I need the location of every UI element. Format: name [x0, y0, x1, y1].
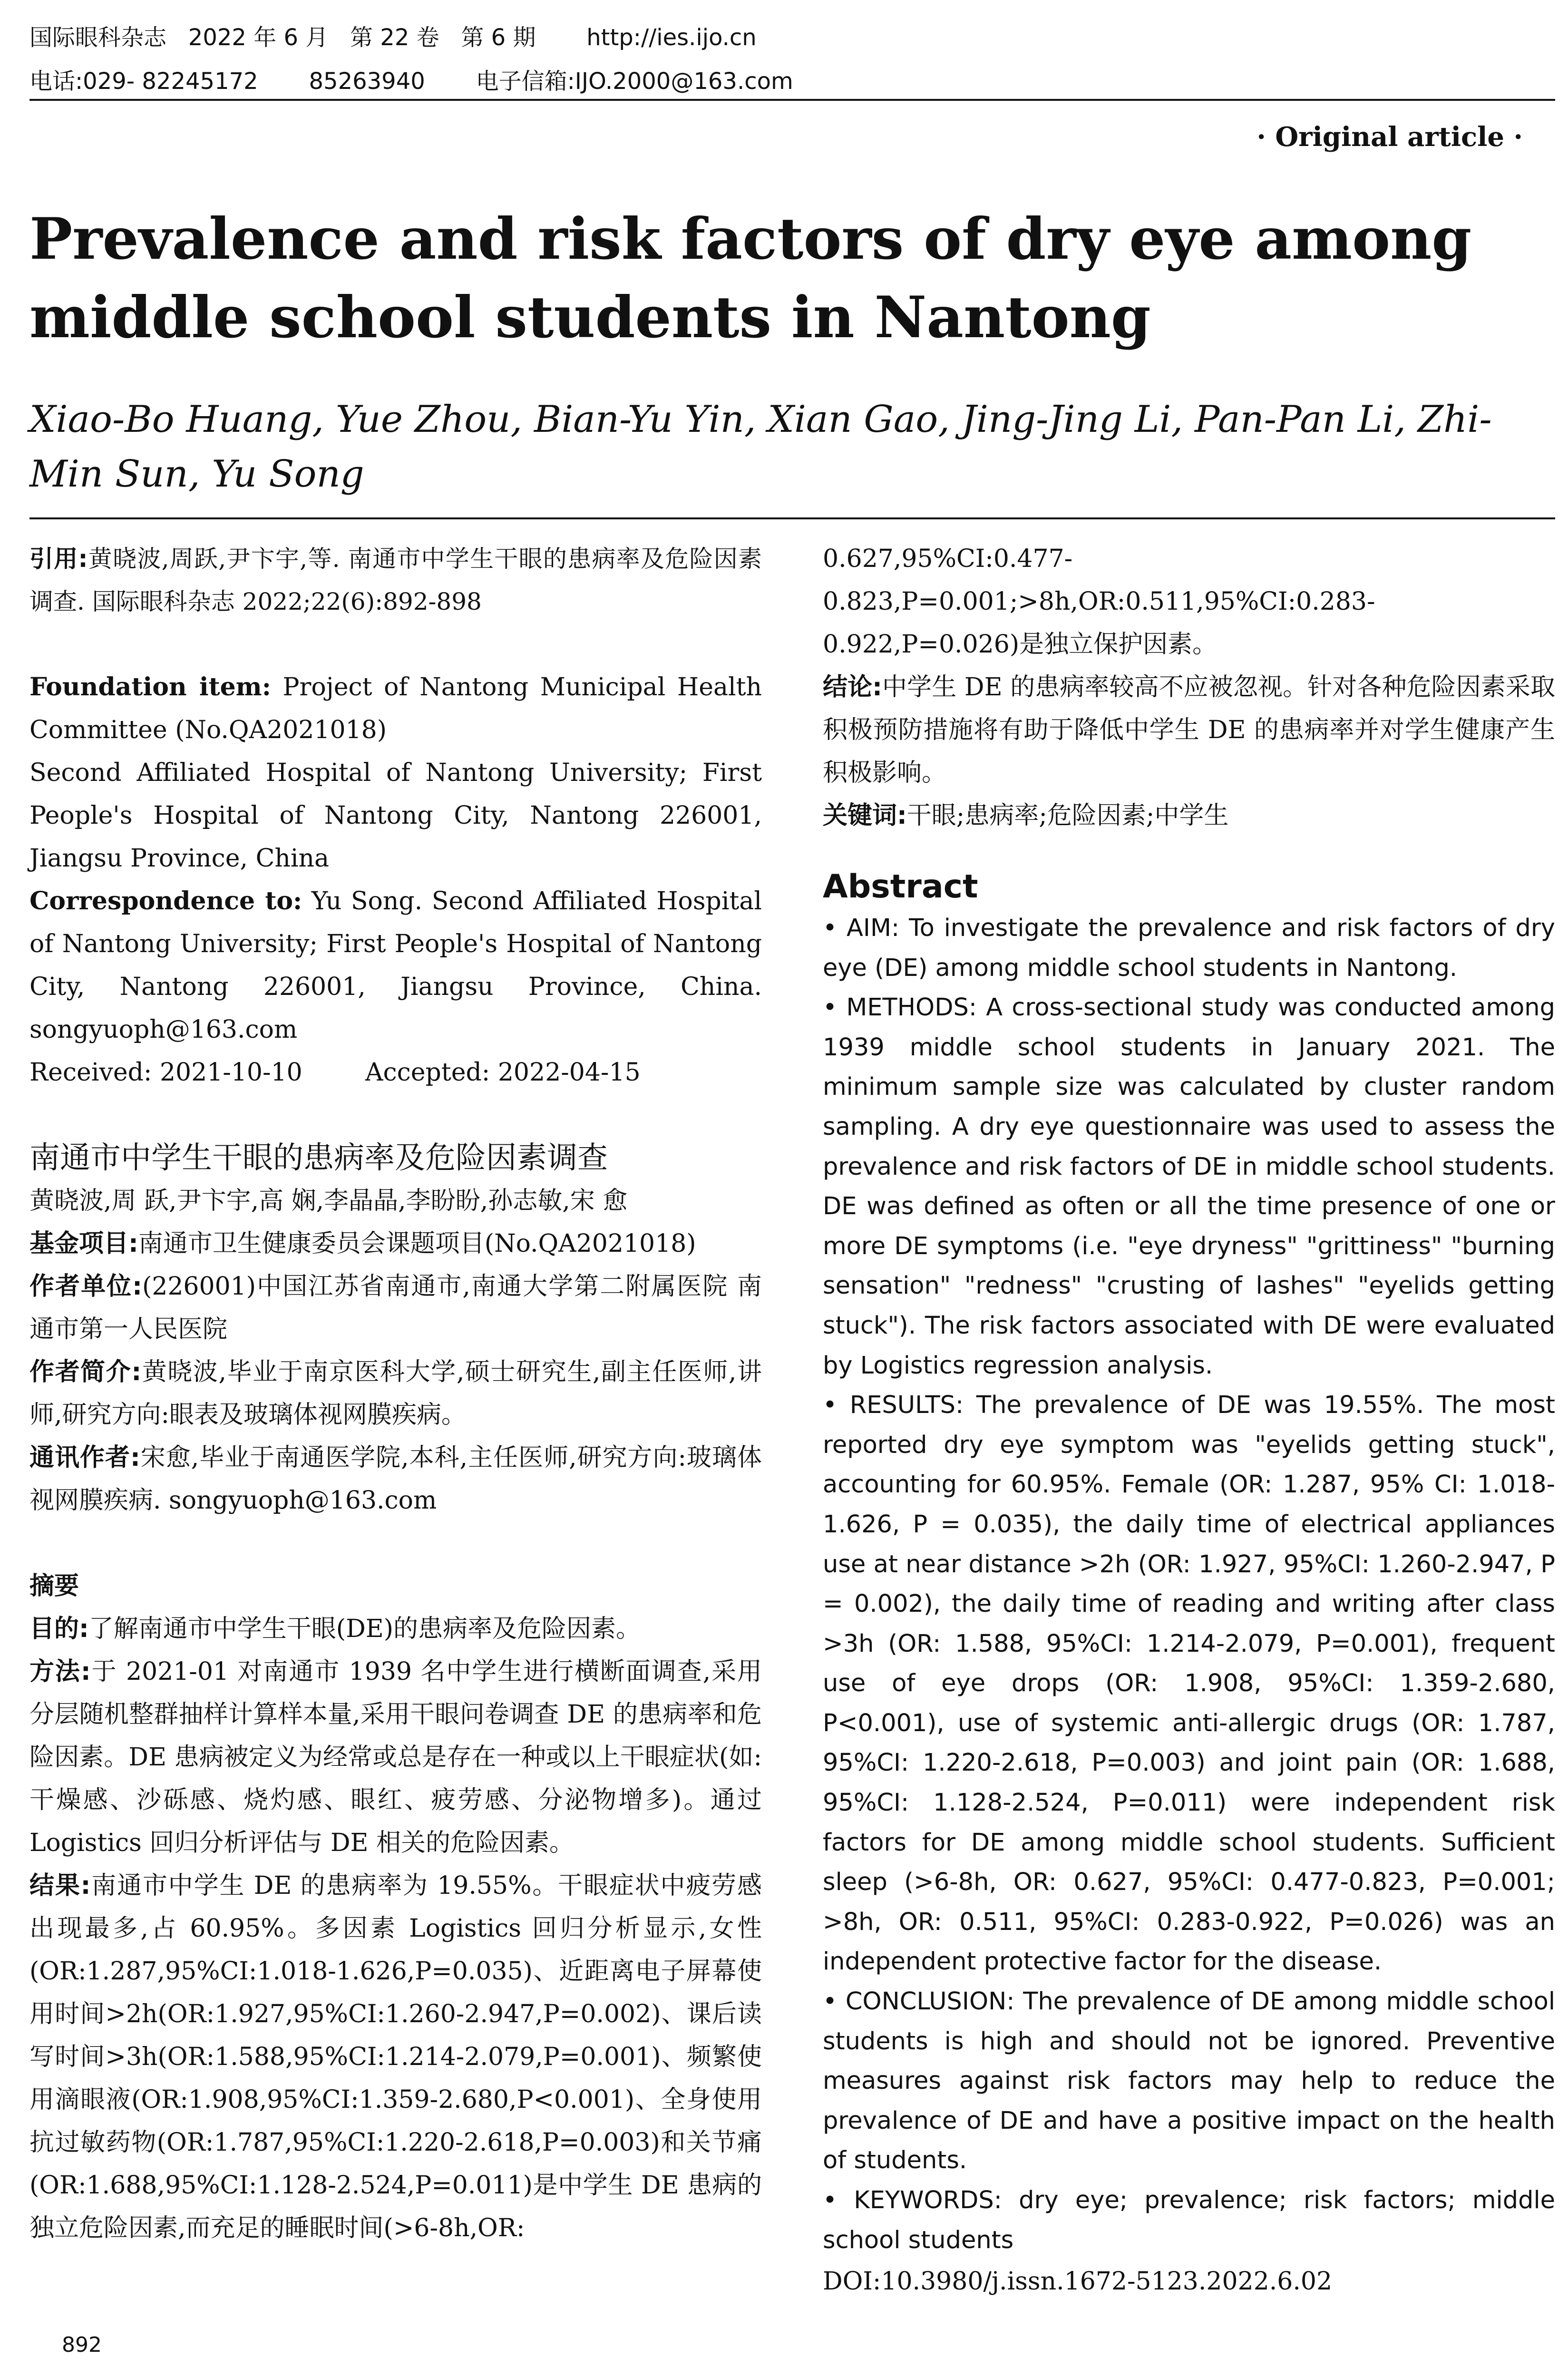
bio-label: 作者简介: — [29, 1358, 142, 1386]
cn-abstract-heading: 摘要 — [29, 1572, 79, 1600]
cn-authors: 黄晓波,周 跃,尹卞宇,高 娴,李晶晶,李盼盼,孙志敏,宋 愈 — [29, 1187, 628, 1215]
contact-text: 宋愈,毕业于南通医学院,本科,主任医师,研究方向:玻璃体视网膜疾病. songyuoph@163.com — [29, 1443, 762, 1515]
abstract-results: • RESULTS: The prevalence of DE was 19.55%. The most reported dry eye symptom was "eyelids getting stuck", accounting for 60.95%. Female (OR: 1.287, 95% CI: 1.018-1.626, P = 0.035), the daily time of electrical appliances use at near distance >2h (OR: 1.927, 95%CI: 1.260-2.947, P = 0.002), the daily time of reading and writing after class >3h (OR: 1.588, 95%CI: 1.214-2.079, P=0.001), frequent use of eye drops (OR: 1.908, 95%CI: 1.359-2.680, P<0.001), use of systemic anti-allergic drugs (OR: 1.787, 95%CI: 1.220-2.618, P=0.003) and joint pain (OR: 1.688, 95%CI: 1.128-2.524, P=0.011) were independent risk factors for DE among middle school students. Sufficient sleep (>6-8h, OR: 0.627, 95%CI: 0.477-0.823, P=0.001; >8h, OR: 0.511, 95%CI: 0.283-0.922, P=0.026) was an independent protective factor for the disease. — [823, 1391, 1555, 1976]
article-title: Prevalence and risk factors of dry eye among middle school students in Nantong — [29, 205, 1472, 351]
unit-text: (226001)中国江苏省南通市,南通大学第二附属医院 南通市第一人民医院 — [29, 1272, 762, 1344]
correspondence-text: Yu Song. Second Affiliated Hospital of Nantong University; First People's Hospital of Nantong City, Nantong 226001, Jiangsu Province, China. songyuoph@163.com — [29, 887, 762, 1044]
received-accepted: Received: 2021-10-10 Accepted: 2022-04-15 — [29, 1058, 641, 1087]
unit-label: 作者单位: — [29, 1272, 142, 1301]
foundation-text: Project of Nantong Municipal Health Committee (No.QA2021018) — [29, 673, 762, 744]
article-type: · Original article · — [1256, 121, 1523, 153]
journal-header-line2: 电话:029- 82245172 85263940 电子信箱:IJO.2000@163.com — [29, 68, 793, 95]
header-rule — [29, 99, 1555, 101]
keywords-text-cn: 干眼;患病率;危险因素;中学生 — [906, 801, 1229, 830]
affiliation: Second Affiliated Hospital of Nantong University; First People's Hospital of Nantong City, Nantong 226001, Jiangsu Province, China — [29, 759, 762, 873]
abstract-methods: • METHODS: A cross-sectional study was conducted among 1939 middle school students in January 2021. The minimum sample size was calculated by cluster random sampling. A dry eye questionnaire was used to assess the prevalence and risk factors of DE in middle school students. DE was defined as often or all the time presence of one or more DE symptoms (i.e. "eye dryness" "grittiness" "burning sensation" "redness" "crusting of lashes" "eyelids getting stuck"). The risk factors associated with DE were evaluated by Logistics regression analysis. — [823, 994, 1555, 1380]
citation-label: 引用: — [29, 545, 88, 573]
method-text-cn: 于 2021-01 对南通市 1939 名中学生进行横断面调查,采用分层随机整群抽样计算样本量,采用干眼问卷调查 DE 的患病率和危险因素。DE 患病被定义为经常或总是存在一种或以上干眼症状(如:干燥感、沙砾感、烧灼感、眼红、疲劳感、分泌物增多)。通过 Logistics 回归分析评估与 DE 相关的危险因素。 — [29, 1657, 762, 1857]
journal-header-line1: 国际眼科杂志 2022 年 6 月 第 22 卷 第 6 期 http://ies.ijo.cn — [29, 24, 757, 51]
abstract-keywords: • KEYWORDS: dry eye; prevalence; risk factors; middle school students — [823, 2186, 1555, 2254]
foundation-item — [29, 666, 762, 751]
title-rule — [29, 517, 1555, 519]
page-number: 892 — [62, 2333, 102, 2357]
result-continued-cn: 0.627,95%CI:0.477-0.823,P=0.001;>8h,OR:0.511,95%CI:0.283-0.922,P=0.026)是独立保护因素。 — [823, 545, 1375, 659]
correspondence-label: Correspondence to: — [29, 887, 302, 916]
abstract-heading: Abstract — [823, 868, 978, 906]
contact-label: 通讯作者: — [29, 1443, 140, 1472]
fund-label: 基金项目: — [29, 1229, 138, 1258]
abstract-aim: • AIM: To investigate the prevalence and risk factors of dry eye (DE) among middle school students in Nantong. — [823, 914, 1555, 982]
citation-text: 黄晓波,周跃,尹卞宇,等. 南通市中学生干眼的患病率及危险因素调查. 国际眼科杂志 2022;22(6):892-898 — [29, 545, 762, 615]
conclusion-text-cn: 中学生 DE 的患病率较高不应被忽视。针对各种危险因素采取积极预防措施将有助于降低中学生 DE 的患病率并对学生健康产生积极影响。 — [823, 673, 1555, 787]
keywords-label-cn: 关键词: — [823, 801, 907, 830]
result-label-cn: 结果: — [29, 1871, 91, 1900]
doi: DOI:10.3980/j.issn.1672-5123.2022.6.02 — [823, 2267, 1333, 2296]
fund-text: 南通市卫生健康委员会课题项目(No.QA2021018) — [138, 1229, 696, 1258]
method-label-cn: 方法: — [29, 1657, 91, 1686]
correspondence — [29, 880, 762, 1051]
conclusion-label-cn: 结论: — [823, 673, 882, 701]
aim-text-cn: 了解南通市中学生干眼(DE)的患病率及危险因素。 — [88, 1615, 641, 1643]
author-list: Xiao-Bo Huang, Yue Zhou, Bian-Yu Yin, Xian Gao, Jing-Jing Li, Pan-Pan Li, Zhi-Min Sun, Yu Song — [29, 398, 1492, 496]
left-column — [29, 537, 762, 2250]
result-text-cn: 南通市中学生 DE 的患病率为 19.55%。干眼症状中疲劳感出现最多,占 60.95%。多因素 Logistics 回归分析显示,女性(OR:1.287,95%CI:1.018-1.626,P=0.035)、近距离电子屏幕使用时间>2h(OR:1.927,95%CI:1.260-2.947,P=0.002)、课后读写时间>3h(OR:1.588,95%CI:1.214-2.079,P=0.001)、频繁使用滴眼液(OR:1.908,95%CI:1.359-2.680,P<0.001)、全身使用抗过敏药物(OR:1.787,95%CI:1.220-2.618,P=0.003)和关节痛(OR:1.688,95%CI:1.128-2.524,P=0.011)是中学生 DE 患病的独立危险因素,而充足的睡眠时间(>6-8h,OR: — [29, 1871, 762, 2242]
abstract-conclusion: • CONCLUSION: The prevalence of DE among middle school students is high and should not be ignored. Preventive measures against risk factors may help to reduce the prevalence of DE and have a positive impact on the health of students. — [823, 1987, 1555, 2175]
foundation-label: Foundation item: — [29, 672, 271, 701]
aim-label-cn: 目的: — [29, 1615, 89, 1643]
citation — [29, 537, 762, 623]
cn-title: 南通市中学生干眼的患病率及危险因素调查 — [29, 1140, 608, 1176]
bio-text: 黄晓波,毕业于南京医科大学,硕士研究生,副主任医师,讲师,研究方向:眼表及玻璃体视网膜疾病。 — [29, 1358, 762, 1429]
right-column — [823, 537, 1555, 2303]
